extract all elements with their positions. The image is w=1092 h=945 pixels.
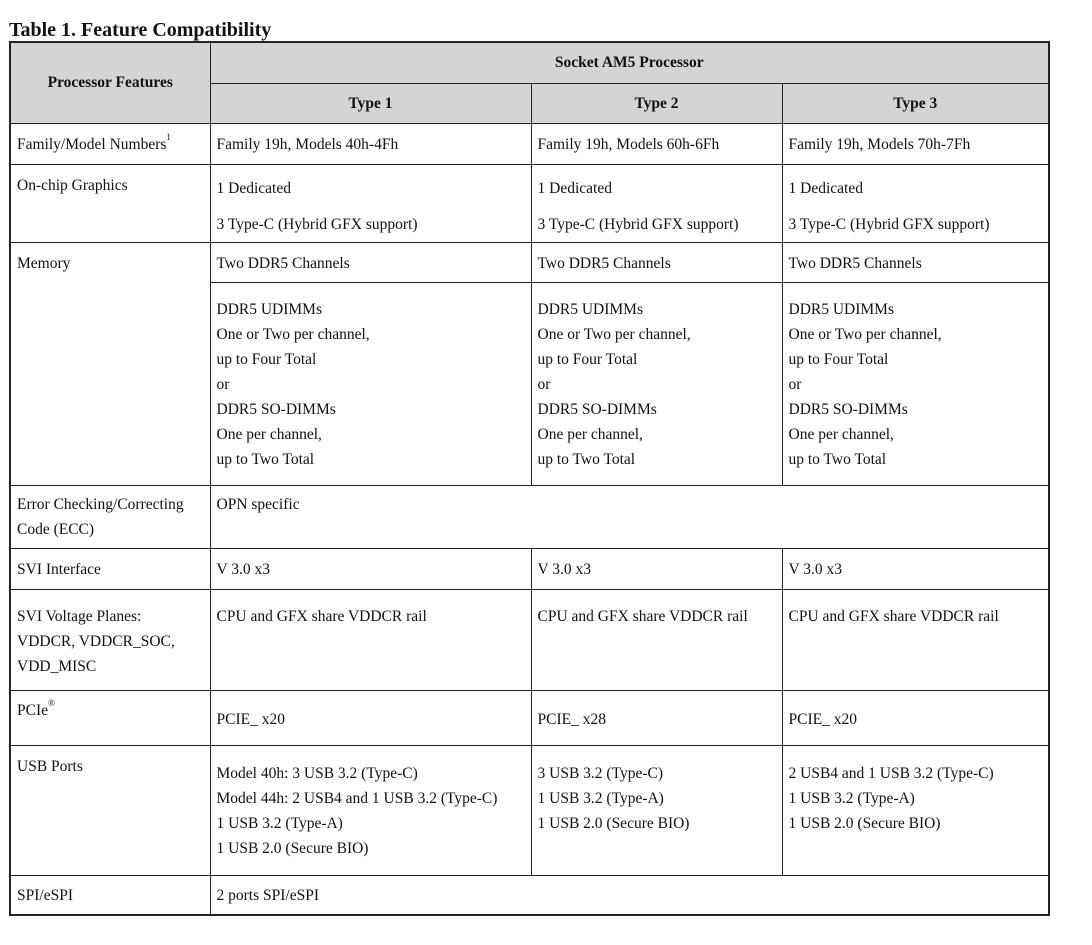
table-row-family [10, 123, 1049, 164]
table-row-spi [10, 875, 1049, 915]
row-label-ecc [10, 485, 210, 548]
table-row-svi-planes [10, 589, 1049, 690]
graphics-dedicated: 1 Dedicated [788, 179, 863, 197]
dimm-line: DDR5 SO-DIMMs [216, 400, 336, 418]
dimm-line: DDR5 UDIMMs [216, 300, 322, 318]
graphics-type-3 [782, 164, 1049, 242]
table-row-usb [10, 745, 1049, 875]
usb-line: 1 USB 2.0 (Secure BIO) [788, 814, 941, 832]
dimm-line: up to Four Total [216, 350, 317, 368]
dimm-line: One or Two per channel, [537, 325, 691, 343]
table-row-svi [10, 548, 1049, 589]
row-label-svi-planes [10, 589, 210, 690]
dimm-line: up to Two Total [216, 450, 315, 468]
usb-type-1 [210, 745, 531, 875]
dimm-line: One per channel, [216, 425, 322, 443]
memory-dimms-type-2 [531, 282, 782, 485]
spi-value: 2 ports SPI/eSPI [210, 875, 1049, 915]
dimm-line: One or Two per channel, [788, 325, 942, 343]
family-type-3: Family 19h, Models 70h-7Fh [782, 123, 1049, 164]
svi-planes-type-3: CPU and GFX share VDDCR rail [782, 589, 1049, 690]
dimm-line: or [788, 375, 802, 393]
dimm-line: DDR5 SO-DIMMs [788, 400, 908, 418]
ecc-label-line: Error Checking/Correcting [17, 495, 184, 513]
header-type-3: Type 3 [782, 83, 1049, 123]
row-label-svi: SVI Interface [10, 548, 210, 589]
header-row-group [10, 42, 1049, 83]
dimm-line: or [216, 375, 230, 393]
svi-type-2: V 3.0 x3 [531, 548, 782, 589]
table-row-graphics [10, 164, 1049, 242]
usb-type-3 [782, 745, 1049, 875]
row-label-memory: Memory [10, 242, 210, 485]
row-label-pcie [10, 690, 210, 745]
graphics-type-c: 3 Type-C (Hybrid GFX support) [216, 215, 418, 233]
memory-channels-type-1: Two DDR5 Channels [210, 242, 531, 282]
table-caption: Table 1. Feature Compatibility [9, 19, 272, 41]
row-label-spi: SPI/eSPI [10, 875, 210, 915]
header-socket-am5: Socket AM5 Processor [210, 42, 1049, 83]
ecc-label-line: Code (ECC) [17, 520, 95, 538]
svi-planes-label-line: VDDCR, VDDCR_SOC, [17, 632, 175, 650]
svi-type-1: V 3.0 x3 [210, 548, 531, 589]
graphics-type-1 [210, 164, 531, 242]
memory-channels-type-3: Two DDR5 Channels [782, 242, 1049, 282]
table-row-memory-channels [10, 242, 1049, 282]
dimm-line: up to Four Total [788, 350, 889, 368]
ecc-value: OPN specific [210, 485, 1049, 548]
dimm-line: up to Two Total [788, 450, 887, 468]
row-label-usb: USB Ports [10, 745, 210, 875]
dimm-line: DDR5 UDIMMs [537, 300, 643, 318]
family-type-1: Family 19h, Models 40h-4Fh [210, 123, 531, 164]
usb-type-2 [531, 745, 782, 875]
family-label-text: Family/Model Numbers [17, 135, 167, 153]
usb-line: 1 USB 3.2 (Type-A) [216, 814, 343, 832]
dimm-line: One or Two per channel, [216, 325, 370, 343]
usb-line: 1 USB 2.0 (Secure BIO) [537, 814, 690, 832]
usb-line: 3 USB 3.2 (Type-C) [537, 764, 663, 782]
usb-line: Model 44h: 2 USB4 and 1 USB 3.2 (Type-C) [216, 789, 498, 807]
usb-line: 1 USB 3.2 (Type-A) [788, 789, 915, 807]
svi-planes-label-line: SVI Voltage Planes: [17, 607, 142, 625]
dimm-line: up to Four Total [537, 350, 638, 368]
graphics-dedicated: 1 Dedicated [537, 179, 612, 197]
graphics-dedicated: 1 Dedicated [216, 179, 291, 197]
usb-line: 1 USB 3.2 (Type-A) [537, 789, 664, 807]
dimm-line: or [537, 375, 551, 393]
row-label-family [10, 123, 210, 164]
usb-line: 2 USB4 and 1 USB 3.2 (Type-C) [788, 764, 994, 782]
dimm-line: up to Two Total [537, 450, 636, 468]
svi-planes-type-2: CPU and GFX share VDDCR rail [531, 589, 782, 690]
pcie-type-2: PCIE_ x28 [531, 690, 782, 745]
graphics-type-c: 3 Type-C (Hybrid GFX support) [537, 215, 739, 233]
memory-channels-type-2: Two DDR5 Channels [531, 242, 782, 282]
family-type-2: Family 19h, Models 60h-6Fh [531, 123, 782, 164]
graphics-type-2 [531, 164, 782, 242]
table-row-ecc [10, 485, 1049, 548]
footnote-marker: 1 [166, 132, 171, 143]
header-processor-features: Processor Features [10, 42, 210, 123]
pcie-type-1: PCIE_ x20 [210, 690, 531, 745]
usb-line: 1 USB 2.0 (Secure BIO) [216, 839, 369, 857]
pcie-label-text: PCIe [17, 701, 48, 719]
table-row-pcie [10, 690, 1049, 745]
header-type-1: Type 1 [210, 83, 531, 123]
dimm-line: One per channel, [788, 425, 894, 443]
svi-planes-type-1: CPU and GFX share VDDCR rail [210, 589, 531, 690]
dimm-line: DDR5 SO-DIMMs [537, 400, 657, 418]
pcie-type-3: PCIE_ x20 [782, 690, 1049, 745]
memory-dimms-type-1 [210, 282, 531, 485]
dimm-line: DDR5 UDIMMs [788, 300, 894, 318]
memory-dimms-type-3 [782, 282, 1049, 485]
registered-mark: ® [48, 698, 55, 709]
row-label-graphics: On-chip Graphics [10, 164, 210, 242]
graphics-type-c: 3 Type-C (Hybrid GFX support) [788, 215, 990, 233]
usb-line: Model 40h: 3 USB 3.2 (Type-C) [216, 764, 418, 782]
svi-type-3: V 3.0 x3 [782, 548, 1049, 589]
header-type-2: Type 2 [531, 83, 782, 123]
feature-compatibility-table [9, 41, 1050, 916]
svi-planes-label-line: VDD_MISC [17, 657, 97, 675]
dimm-line: One per channel, [537, 425, 643, 443]
